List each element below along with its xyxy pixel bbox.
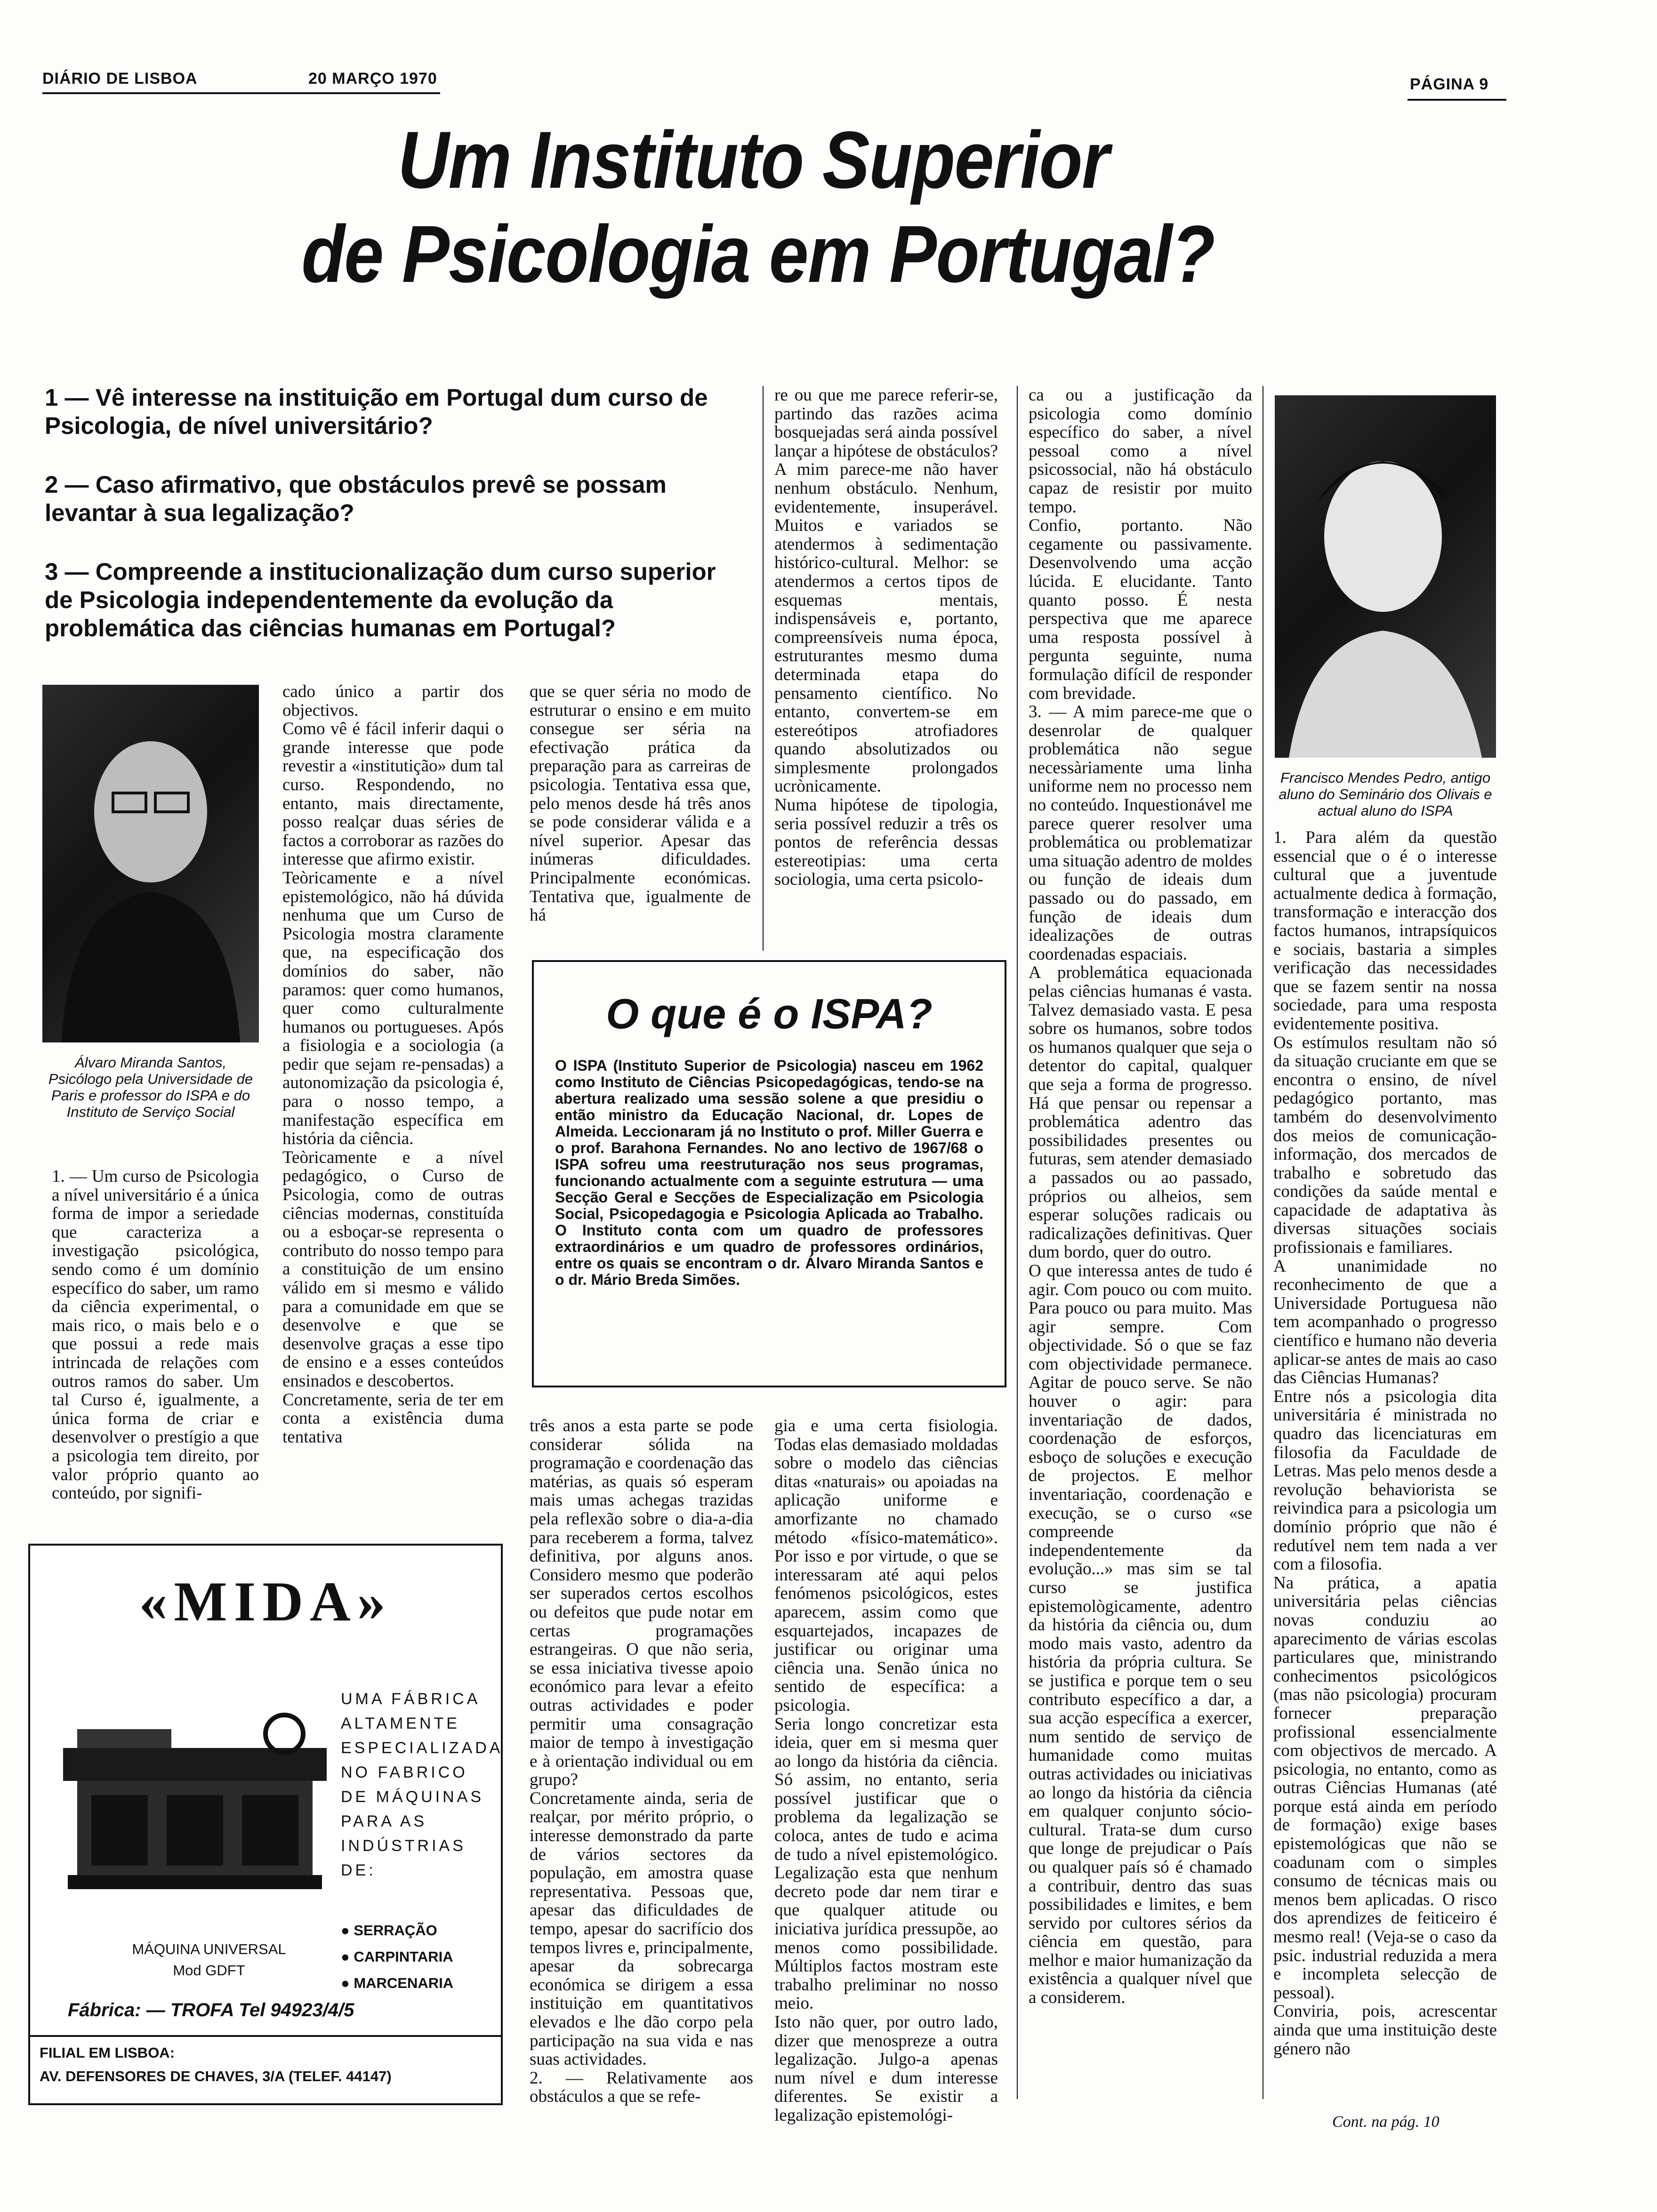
article-column-2: cado único a partir dos objectivos. Como vê é fácil inferir daqui o grande interesse que pode revestir a «institutição» dum tal curso. Respondendo, no entanto, mais directamente, posso realçar duas séries de factos a corroborar as razões do interesse que afirmo existir. Teòricamente e a nível epistemológico, não há dúvida nenhuma que um Curso de Psicologia mostra claramente que, na especificação dos domínios do saber, não paramos: quer como humanos, quer como culturalmente humanos ou portugueses. Após a fisiologia e a sociologia (a pedir que sejam re-pensadas) a autonomização da psicologia é, para o nosso tempo, a manifestação específica em história da ciência. Teòricamente e a nível pedagógico, o Curso de Psicologia, como de outras ciências modernas, constituída ou a esboçar-se representa o contributo do nosso tempo para a constituição de um ensino válido em si mesmo e válido para a comunidade em que se desenvolve e que se desenvolve graças a esse tipo de ensino e a esses conteúdos ensinados e descobertos. Concretamente, seria de ter em conta a existência duma tentativa xyxy=(282,682,504,1447)
column-divider xyxy=(763,386,764,951)
caption-alvaro: Álvaro Miranda Santos, Psicólogo pela Universidade de Paris e professor do ISPA e do Instituto de Serviço Social xyxy=(48,1054,253,1120)
ispa-sidebar-box xyxy=(532,960,1006,1387)
ad-factory: Fábrica: — TROFA Tel 94923/4/5 xyxy=(68,2000,354,2020)
ad-branch-address: AV. DEFENSORES DE CHAVES, 3/A (TELEF. 44147) xyxy=(40,2068,392,2084)
article-column-7: três anos a esta parte se pode considerar sólida na programação e coordenação das matérias, as quais só esperam mais umas achegas trazidas pela reflexão sobre o dia-a-dia para receberem a forma, talvez definitiva, por alguns anos. Considero mesmo que poderão ser superados certos escolhos ou defeitos que pude notar em certas programações estrangeiras. O que não seria, se essa iniciativa tivesse apoio económico para levar a efeito outras actividades e poder permitir uma consagração maior de tempo à investigação e à orientação individual ou em grupo? Concretamente ainda, seria de realçar, por mérito próprio, o interesse demonstrado da parte de vários sectores da população, em amostra quase representativa. Pessoas que, apesar das dificuldades de tempo, apesar do sacrifício dos tempos livres e, principalmente, apesar da sobrecarga económica se dirigem a essa instituição em quantitativos elevados e lhe dão corpo pela participação na sua vida e nas suas actividades. 2. — Relativamente aos obstáculos a que se refe- xyxy=(530,1416,753,2107)
industry-label: CARPINTARIA xyxy=(354,1948,453,1965)
question-3: 3 — Compreende a institucionalização dum curso superior de Psicologia independentemente da evolução da problemática das ciências humanas em Portugal? xyxy=(45,558,716,641)
machine-illustration-icon xyxy=(49,1682,341,1908)
portrait-silhouette-icon xyxy=(42,685,259,1042)
headline-line-1: Um Instituto Superior xyxy=(397,115,1109,205)
ispa-box-title: O que é o ISPA? xyxy=(606,991,933,1038)
ad-branch-title: FILIAL EM LISBOA: xyxy=(40,2044,175,2061)
article-column-3: que se quer séria no modo de estruturar o ensino e em muito consegue ser séria na efectivação prática da preparação para as carreiras de psicologia. Tentativa essa que, pelo menos desde há três anos se pode considerar válida e a nível superior. Apesar das inúmeras dificuldades. Principalmente económicas. Tentativa que, igualmente de há xyxy=(530,682,751,925)
ad-industries xyxy=(341,1917,491,1996)
ad-divider xyxy=(30,2035,501,2037)
portrait-photo-francisco xyxy=(1275,395,1496,758)
ispa-box-text: O ISPA (Instituto Superior de Psicologia) nasceu em 1962 como Instituto de Ciências Psicopedagógicas, tendo-se na abertura realizado uma sessão solene a que presidiu o então ministro da Educação Nacional, dr. Lopes de Almeida. Leccionaram já no Instituto o prof. Miller Guerra e o prof. Barahona Fernandes. No ano lectivo de 1967/68 o ISPA sofreu uma reestruturação nos seus programas, funcionando actualmente com a seguinte estrutura — uma Secção Geral e Secções de Especialização em Psicologia Social, Psicopedagogia e Psicologia Aplicada ao Trabalho. O Instituto conta com um quadro de professores extraordinários e um quadro de professores ordinários, entre os quais se encontram o dr. Álvaro Miranda Santos e o dr. Mário Breda Simões. xyxy=(555,1057,983,1288)
caption-francisco: Francisco Mendes Pedro, antigo aluno do Seminário dos Olivais e actual aluno do ISPA xyxy=(1279,769,1492,819)
article-column-6: 1. Para além da questão essencial que o é o interesse cultural que a juventude actualmente dedica à formação, transformação e interacção dos factos humanos, intrapsíquicos e sociais, bastaria a simples verificação das necessidades que se fazem sentir na nossa sociedade, para uma resposta evidentemente positiva. Os estímulos resultam não só da situação cruciante em que se encontra o ensino, de nível pedagógico portanto, mas também do desenvolvimento dos meios de comunicação-informação, dos mercados de trabalho e sobretudo das condições da saúde mental e capacidade de adaptativa às diversas situações sociais profissionais e familiares. A unanimidade no reconhecimento de que a Universidade Portuguesa não tem acompanhado o progresso científico e humano não deveria aplicar-se antes de mais ao caso das Ciências Humanas? Entre nós a psicologia dita universitária é ministrada no quadro das licenciaturas em filosofia da Faculdade de Letras. Mas pelo menos desde a revolução behaviorista se reivindica para a psicologia um domínio próprio que não é redutível nem tem nada a ver com a filosofia. Na prática, a apatia universitária pelas ciências novas conduziu ao aparecimento de várias escolas particulares que, ministrando conhecimentos psicológicos (mas não psicologia) procuram fornecer preparação profissional essencialmente com objectivos de mercado. A psicologia, no entanto, como as outras Ciências Humanas (até porque está ainda em período de formação) exige bases epistemológicas que não se coadunam com o simples consumo de técnicas mais ou menos bem aplicadas. O risco dos aprendizes de feiticeiro é mesmo real! (Veja-se o caso da psic. industrial reduzida a mera e incompleta selecção de pessoal). Conviria, pois, acrescentar ainda que uma instituição deste género não xyxy=(1273,828,1497,2059)
header-rule-right xyxy=(1408,99,1506,101)
article-column-5: ca ou a justificação da psicologia como domínio específico do saber, a nível pessoal como a nível psicossocial, não há obstáculo capaz de resistir por muito tempo. Confio, portanto. Não cegamente ou passivamente. Desenvolvendo uma acção lúcida. E elucidante. Tanto quanto posso. É nesta perspectiva que me aparece uma resposta possível à pergunta seguinte, numa formulação difícil de responder com brevidade. 3. — A mim parece-me que o desenrolar de qualquer problemática não segue necessàriamente uma linha uniforme nem no processo nem no conteúdo. Inquestionável me parece querer resolver uma problemática ou problematizar uma situação adentro de moldes ou função de ideais dum passado ou do passado, em função de ideais dum idealizações de outras coordenadas espaciais. A problemática equacionada pelas ciências humanas é vasta. Talvez demasiado vasta. E pesa sobre os humanos, sobre todos os humanos qualquer que seja o detentor do capital, qualquer que seja a forma de progresso. Há que pensar ou repensar a problemática adentro das possibilidades presentes ou futuras, sem atender demasiado a passados ou ao passado, próprios ou alheios, sem esperar soluções radicais ou radicalizações definitivas. Quer dum bordo, quer do outro. O que interessa antes de tudo é agir. Com pouco ou com muito. Para pouco ou para muito. Mas agir sempre. Com objectividade. Só o que se faz com objectividade permanece. Agitar de pouco serve. Se não houver o agir: para inventariação de dados, coordenação de esforços, esboço de soluções e execução de projectos. E melhor inventariação, coordenação e execução, se o curso «se compreende independentemente da evolução...» mas sim se tal curso se justifica epistemològicamente, adentro da história da ciência ou, dum modo mais vasto, adentro da história da própria cultura. Se se justifica e porque tem o seu contributo específico a dar, a sua acção específica a exercer, num sentido de serviço de humanidade como muitas outras actividades ou iniciativas ao longo da história da ciência em qualquer conjunto sócio-cultural. Trata-se dum curso que longe de prejudicar o País ou qualquer país só é chamado a contribuir, dentro das suas possibilidades e limites, e bem servido por cultores sérios da ciência em questão, para melhor e maior humanização da existência a qualquer nível que a considerem. xyxy=(1029,385,1252,2008)
headline-line-2: de Psicologia em Portugal? xyxy=(301,209,1215,299)
industry-label: SERRAÇÃO xyxy=(354,1922,437,1939)
portrait-silhouette-icon-2 xyxy=(1275,395,1496,758)
column-divider xyxy=(1017,386,1018,2099)
article-column-4: re ou que me parece referir-se, partindo das razões acima bosquejadas será ainda possível lançar a hipótese de obstáculos? A mim parece-me não haver nenhum obstáculo. Nenhum, evidentemente, insuperável. Muitos e variados se atendermos à sedimentação histórico-cultural. Melhor: se atendermos a certos tipos de esquemas mentais, indispensáveis e, portanto, compreensíveis numa época, estruturantes mesmo duma determinada etapa do pensamento científico. No entanto, convertem-se em estereótipos atrofiadores quando absolutizados ou simplesmente prolongados ucrònicamente. Numa hipótese de tipologia, seria possível reduzir a três os pontos de referência dessas estereotipias: uma certa sociologia, uma certa psicolo- xyxy=(774,385,998,890)
article-column-1: 1. — Um curso de Psicologia a nível universitário é a única forma de impor a seriedade que caracteriza a investigação psicológica, sendo como é um domínio específico do saber, um ramo da ciência experimental, o mais rico, o mais belo e o que possui a rede mais intrincada de relações com outros ramos do saber. Um tal Curso é, igualmente, a única forma de criar e desenvolver o prestígio a que a psicologia tem direito, por valor próprio quanto ao conteúdo, por signifi- xyxy=(52,1167,259,1503)
industry-label: MARCENARIA xyxy=(354,1975,454,1991)
industry-item: ● MARCENARIA xyxy=(341,1975,454,1991)
page-label: PÁGINA 9 xyxy=(1410,75,1489,93)
article-column-8: gia e uma certa fisiologia. Todas elas demasiado moldadas sobre o modelo das ciências ditas «naturais» ou apoiadas na aplicação uniforme e amorfizante no chamado método «físico-matemático». Por isso e por virtude, o que se interessaram até aqui pelos fenómenos psicológicos, estes aparecem, assim como que esquartejados, incapazes de justificar ou originar uma ciência una. Senão única no sentido de específica: a psicologia. Seria longo concretizar esta ideia, quer em si mesma quer ao longo da história da ciência. Só assim, no entanto, seria possível justificar que o problema da legalização se coloca, antes de tudo e acima de tudo a nível epistemológico. Legalização esta que nenhum decreto pode dar nem tirar e que qualquer atitude ou iniciativa jurídica pressupõe, ao menos como possibilidade. Múltiplos factos mostram este trabalho preliminar no nosso meio. Isto não quer, por outro lado, dizer que menospreze a outra legalização. Julgo-a apenas num nível e dum interesse diferentes. Se existir a legalização epistemológi- xyxy=(774,1416,998,2125)
continuation-note: Cont. na pág. 10 xyxy=(1332,2113,1440,2131)
ad-brand: «MIDA» xyxy=(139,1570,392,1633)
newspaper-name: DIÁRIO DE LISBOA xyxy=(42,70,198,88)
ad-tagline: UMA FÁBRICA ALTAMENTE ESPECIALIZADA NO FABRICO DE MÁQUINAS PARA AS INDÚSTRIAS DE: xyxy=(341,1690,502,1879)
ad-machine-model: Mod GDFT xyxy=(173,1962,245,1979)
header-rule xyxy=(42,92,440,94)
question-2: 2 — Caso afirmativo, que obstáculos prevê se possam levantar à sua legalização? xyxy=(45,471,667,526)
industry-item: ● SERRAÇÃO xyxy=(341,1922,437,1939)
question-1: 1 — Vê interesse na instituição em Portugal dum curso de Psicologia, de nível universitário? xyxy=(45,384,708,439)
industry-item: ● CARPINTARIA xyxy=(341,1948,453,1965)
ad-machine-name: MÁQUINA UNIVERSAL xyxy=(132,1941,286,1957)
issue-date: 20 MARÇO 1970 xyxy=(308,70,437,88)
mida-advertisement xyxy=(28,1544,503,2105)
portrait-photo-alvaro xyxy=(42,685,259,1042)
